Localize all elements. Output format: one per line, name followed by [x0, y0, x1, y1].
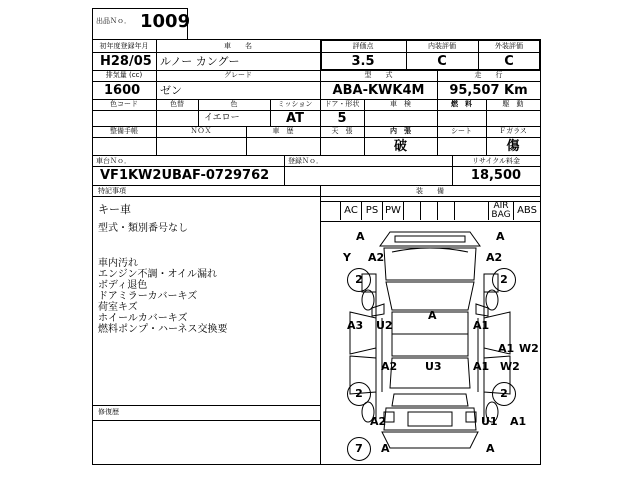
inspection-label: 車 検	[390, 100, 411, 108]
equip-abs: ABS	[517, 205, 537, 216]
damage-mark: A	[428, 309, 437, 322]
year-label: 初年度登録年月	[99, 42, 149, 50]
damage-mark: U3	[425, 360, 442, 373]
color-change-label: 色替	[170, 100, 184, 108]
score-label: 評価点	[352, 42, 374, 50]
equip-airbag: AIR BAG	[489, 202, 514, 220]
equip-ps: PS	[362, 202, 383, 220]
damage-mark: U1	[481, 415, 498, 428]
grade-label: グレード	[224, 71, 252, 79]
damage-mark: A2	[368, 251, 385, 264]
damage-circle: 2	[347, 268, 371, 292]
mileage-value: 95,507 Km	[449, 83, 528, 98]
equip-ac: AC	[341, 202, 362, 220]
doors-label: ドア・形状	[324, 100, 360, 108]
damage-mark: A3	[347, 319, 364, 332]
equipment-header: 装 備	[416, 187, 444, 195]
fuel-label: 燃 料	[451, 100, 472, 108]
note-item: ドアミラーカバーキズ	[98, 291, 198, 302]
equip-empty	[438, 202, 455, 220]
damage-mark: A1	[510, 415, 527, 428]
damage-mark: A2	[486, 251, 503, 264]
equip-empty	[421, 202, 438, 220]
damage-mark: Y	[343, 251, 351, 264]
interior-trim-value: 破	[393, 139, 407, 154]
exterior-label: 外装評価	[495, 42, 523, 50]
note-item: ホイールカバーキズ	[98, 313, 188, 324]
damage-circle: 2	[347, 382, 371, 406]
score-value: 3.5	[351, 54, 375, 69]
drive-label: 駆 動	[502, 100, 524, 108]
damage-mark: W2	[519, 342, 539, 355]
model-value: ABA-KWK4M	[332, 83, 425, 98]
interior-value: C	[437, 54, 447, 69]
transmission-label: ミッション	[277, 100, 313, 108]
note-item: ボディ退色	[98, 280, 148, 291]
damage-mark: A	[496, 230, 505, 243]
equip-empty	[455, 202, 489, 220]
mileage-label: 走 行	[474, 71, 503, 79]
registration-label: 登録Ｎｏ．	[288, 157, 323, 165]
color-value: イエロー	[204, 113, 240, 123]
note-item: エンジン不調・オイル漏れ	[98, 269, 217, 280]
chassis-label: 車台Ｎｏ．	[96, 157, 131, 165]
repair-history-label: 修復歴	[98, 408, 119, 416]
damage-circle: 2	[492, 382, 516, 406]
damage-mark: U2	[376, 319, 393, 332]
displacement-value: 1600	[104, 83, 141, 98]
damage-mark: A	[486, 442, 495, 455]
chassis-value: VF1KW2UBAF-0729762	[100, 168, 270, 183]
history-label: 車 歴	[272, 127, 294, 135]
interior-trim-label: 内 張	[390, 127, 411, 135]
grade-value: ゼン	[160, 84, 182, 97]
glass-label: Ｆガラス	[499, 127, 527, 135]
damage-mark: A	[381, 442, 390, 455]
lot-label: 出品Ｎｏ．	[96, 17, 131, 25]
model-label: 型 式	[364, 71, 393, 79]
model-note: 型式・類別番号なし	[98, 223, 188, 234]
color-label: 色	[230, 100, 238, 108]
damage-mark: A2	[370, 415, 387, 428]
displacement-label: 排気量 (cc)	[105, 71, 143, 79]
glass-value: 傷	[506, 139, 520, 154]
first-registration-value: H28/05	[100, 54, 152, 69]
seat-label: シート	[451, 127, 472, 135]
color-code-label: 色コード	[110, 100, 138, 108]
roof-liner-label: 天 張	[331, 127, 353, 135]
equip-empty	[320, 202, 341, 220]
car-name-label: 車 名	[224, 42, 252, 50]
damage-circle: 2	[492, 268, 516, 292]
key-note: キー車	[98, 203, 131, 216]
note-item: 荷室キズ	[98, 302, 138, 313]
equip-pw: PW	[383, 202, 404, 220]
interior-label: 内装評価	[428, 42, 456, 50]
damage-mark: W2	[500, 360, 520, 373]
exterior-value: C	[504, 54, 514, 69]
damage-mark: A	[356, 230, 365, 243]
recycle-value: 18,500	[470, 168, 522, 183]
note-item: 燃料ポンプ・ハーネス交換要	[98, 324, 228, 335]
lot-number: 1009	[140, 11, 191, 32]
damage-mark: A2	[381, 360, 398, 373]
car-name-value: ルノー カングー	[160, 55, 240, 68]
nox-label: ＮＯＸ	[190, 127, 212, 135]
notes-header: 特記事項	[98, 187, 126, 195]
note-item: 車内汚れ	[98, 258, 138, 269]
transmission-value: AT	[286, 111, 304, 126]
damage-mark: A1	[498, 342, 515, 355]
damage-mark: A1	[473, 319, 490, 332]
recycle-label: リサイクル料金	[471, 157, 521, 165]
doors-value: 5	[337, 111, 347, 126]
equip-empty	[404, 202, 421, 220]
damage-circle: 7	[347, 437, 371, 461]
maintenance-label: 整備手帳	[110, 127, 138, 135]
damage-mark: A1	[473, 360, 490, 373]
